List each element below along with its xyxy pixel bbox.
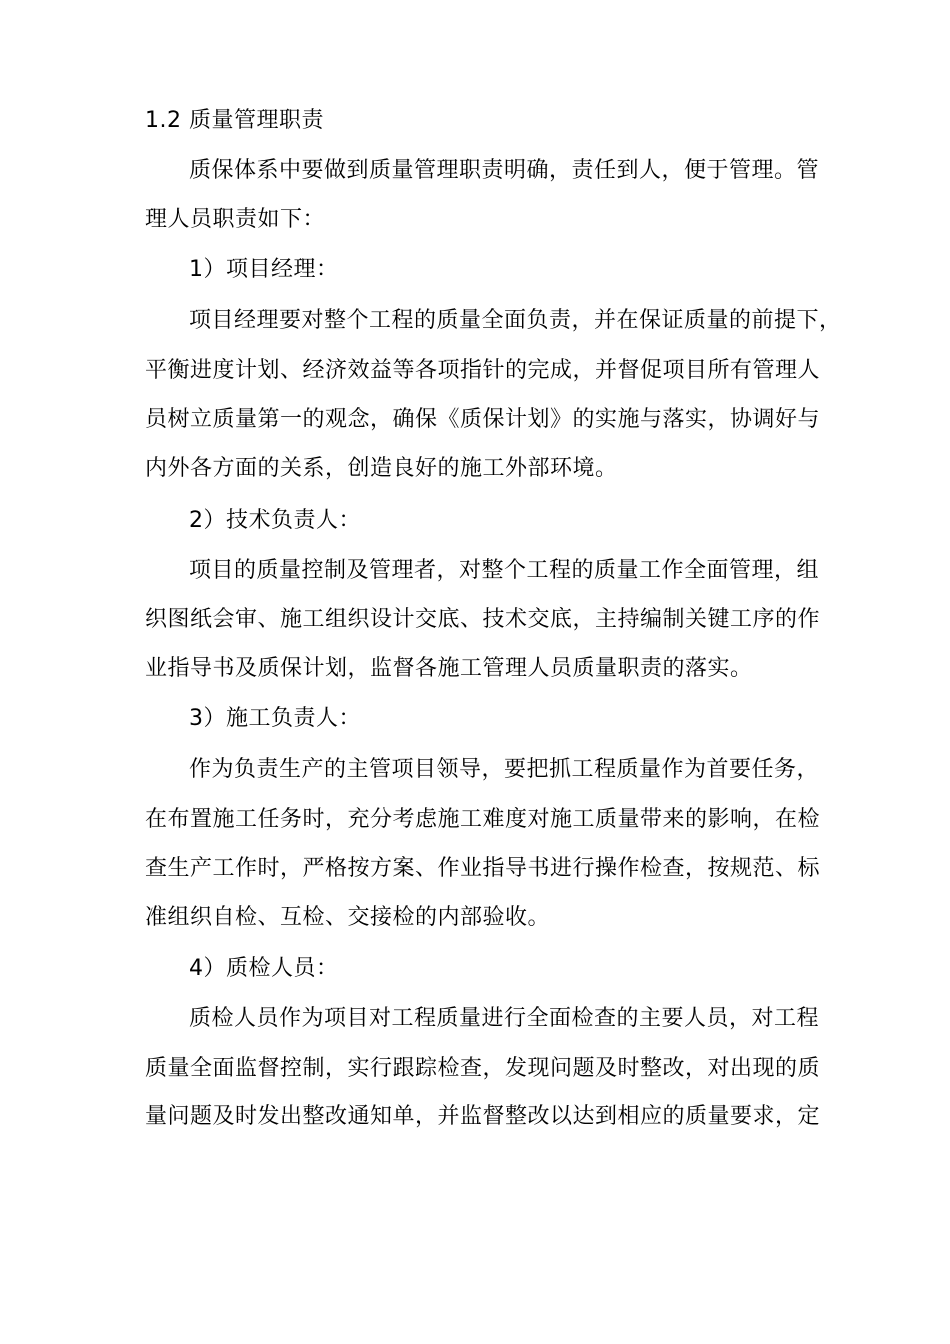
paragraph-line: 平衡进度计划、经济效益等各项指针的完成，并督促项目所有管理人 — [145, 358, 821, 383]
paragraph-line: 业指导书及质保计划，监督各施工管理人员质量职责的落实。 — [145, 656, 753, 681]
paragraph-line: 织图纸会审、施工组织设计交底、技术交底，主持编制关键工序的作 — [145, 607, 821, 632]
paragraph-line: 项目经理要对整个工程的质量全面负责，并在保证质量的前提下， — [189, 308, 842, 333]
intro-line-1: 质保体系中要做到质量管理职责明确，责任到人，便于管理。管 — [189, 158, 820, 183]
paragraph-line: 员树立质量第一的观念，确保《质保计划》的实施与落实，协调好与 — [145, 407, 821, 432]
paragraph-line: 准组织自检、互检、交接检的内部验收。 — [145, 905, 551, 930]
role-heading-technical-lead: 2）技术负责人： — [189, 508, 361, 533]
paragraph-line: 质检人员作为项目对工程质量进行全面检查的主要人员，对工程 — [189, 1006, 820, 1031]
paragraph-line: 质量全面监督控制，实行跟踪检查，发现问题及时整改，对出现的质 — [145, 1056, 821, 1081]
role-heading-construction-lead: 3）施工负责人： — [189, 706, 361, 731]
paragraph-line: 查生产工作时，严格按方案、作业指导书进行操作检查，按规范、标 — [145, 856, 821, 881]
intro-line-2: 理人员职责如下： — [145, 207, 326, 232]
paragraph-line: 项目的质量控制及管理者，对整个工程的质量工作全面管理，组 — [189, 558, 820, 583]
paragraph-line: 量问题及时发出整改通知单，并监督整改以达到相应的质量要求，定 — [145, 1104, 821, 1129]
paragraph-line: 在布置施工任务时，充分考虑施工难度对施工质量带来的影响，在检 — [145, 807, 821, 832]
role-heading-quality-inspector: 4）质检人员： — [189, 956, 339, 981]
paragraph-line: 内外各方面的关系，创造良好的施工外部环境。 — [145, 456, 618, 481]
section-heading: 1.2 质量管理职责 — [145, 108, 324, 133]
role-heading-project-manager: 1）项目经理： — [189, 257, 339, 282]
paragraph-line: 作为负责生产的主管项目领导，要把抓工程质量作为首要任务， — [189, 757, 820, 782]
